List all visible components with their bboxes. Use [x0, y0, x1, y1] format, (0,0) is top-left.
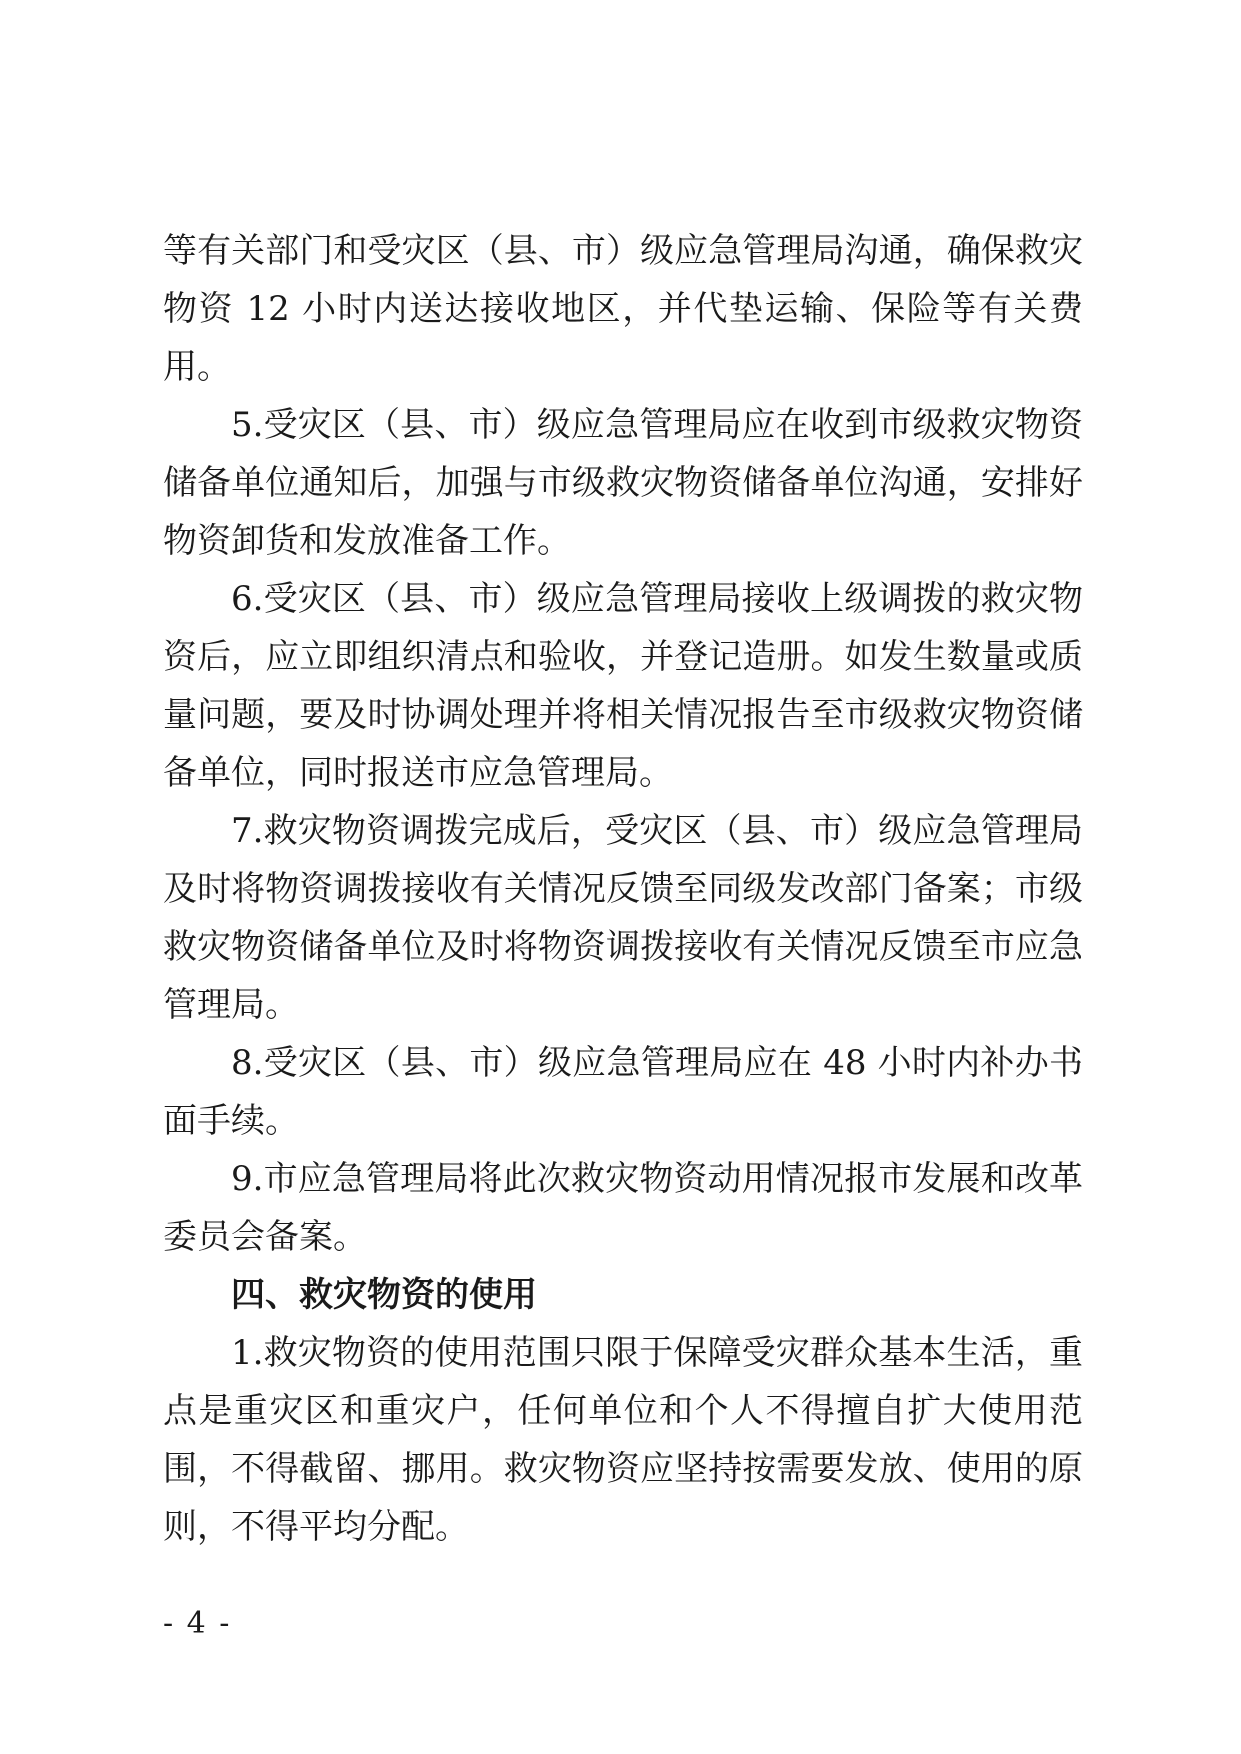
- section-paragraph-1: 1.救灾物资的使用范围只限于保障受灾群众基本生活，重点是重灾区和重灾户，任何单位和个人不得擅自扩大使用范围，不得截留、挪用。救灾物资应坚持按需要发放、使用的原则，不得平均分配。: [163, 1333, 1083, 1547]
- page-number: - 4 -: [163, 1606, 232, 1641]
- paragraph-item-9: 9.市应急管理局将此次救灾物资动用情况报市发展和改革委员会备案。: [163, 1159, 1083, 1257]
- section-heading: 四、救灾物资的使用: [231, 1275, 537, 1315]
- document-body: [163, 222, 1083, 1556]
- paragraph-item-7: 7.救灾物资调拨完成后，受灾区（县、市）级应急管理局及时将物资调拨接收有关情况反馈至同级发改部门备案；市级救灾物资储备单位及时将物资调拨接收有关情况反馈至市应急管理局。: [163, 811, 1083, 1025]
- paragraph-item-8: 8.受灾区（县、市）级应急管理局应在 48 小时内补办书面手续。: [163, 1043, 1083, 1141]
- paragraph-continuation: 等有关部门和受灾区（县、市）级应急管理局沟通，确保救灾物资 12 小时内送达接收地区，并代垫运输、保险等有关费用。: [163, 231, 1083, 387]
- paragraph-item-5: 5.受灾区（县、市）级应急管理局应在收到市级救灾物资储备单位通知后，加强与市级救灾物资储备单位沟通，安排好物资卸货和发放准备工作。: [163, 405, 1083, 561]
- paragraph-item-6: 6.受灾区（县、市）级应急管理局接收上级调拨的救灾物资后，应立即组织清点和验收，并登记造册。如发生数量或质量问题，要及时协调处理并将相关情况报告至市级救灾物资储备单位，同时报送市应急管理局。: [163, 579, 1083, 793]
